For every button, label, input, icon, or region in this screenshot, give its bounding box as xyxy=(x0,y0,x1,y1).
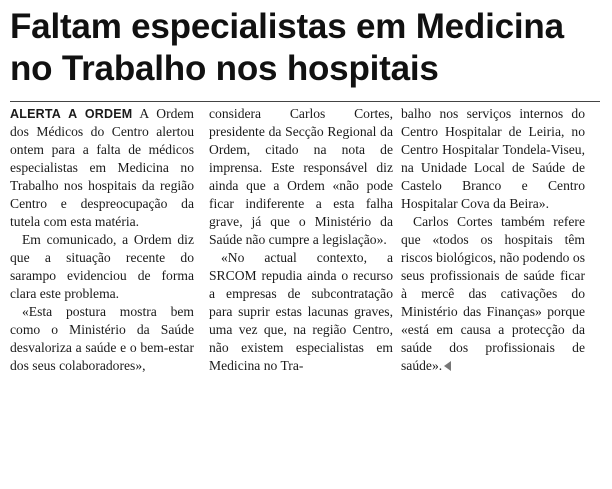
paragraph-4: «No actual contexto, a SRCOM repudia ainda o recurso a empresas de subcontratação para suprir estas lacunas graves, uma vez que, na região Centro, não existem especialistas em Medicina no Tra- xyxy=(209,250,393,373)
headline-divider xyxy=(10,101,600,102)
paragraph-5 xyxy=(401,213,585,375)
paragraph-3: «Esta postura mostra bem como o Ministério da Saúde desvaloriza a saúde e o bem-estar dos seus colaboradores», xyxy=(10,304,194,373)
headline xyxy=(10,6,600,90)
article-column-3 xyxy=(401,105,585,375)
paragraph-4-continued: balho nos serviços internos do Centro Hospitalar de Leiria, no Centro Hospitalar Tondela-Viseu, na Unidade Local de Saúde de Castelo Branco e Centro Hospitalar Cova da Beira». xyxy=(401,106,585,211)
end-of-article-icon xyxy=(444,361,451,371)
headline-line-1: Faltam especialistas em Medicina xyxy=(10,7,564,46)
paragraph-1 xyxy=(10,105,194,231)
article-column-1 xyxy=(10,105,194,375)
paragraph-3-continued: considera Carlos Cortes, presidente da Secção Regional da Ordem, citado na nota de imprensa. Este responsável diz ainda que a Ordem «não pode ficar indiferente a esta falha grave, já que o Ministério da Saúde não cumpre a legislação». xyxy=(209,106,393,247)
paragraph-2: Em comunicado, a Ordem diz que a situação recente do sarampo evidenciou de forma clara este problema. xyxy=(10,232,194,301)
headline-line-2: no Trabalho nos hospitais xyxy=(10,49,439,88)
paragraph-1-text: A Ordem dos Médicos do Centro alertou ontem para a falta de médicos especialistas em Medicina no Trabalho nos hospitais da região Centro e despreocupação da tutela com esta matéria. xyxy=(10,106,194,229)
kicker: ALERTA A ORDEM xyxy=(10,107,133,121)
paragraph-5-text: Carlos Cortes também refere que «todos os hospitais têm riscos biológicos, não podendo os seus profissionais de saúde ficar à mercê das cativações do Ministério das Finanças» porque «está em causa a protecção da saúde dos profissionais de saúde». xyxy=(401,214,585,373)
article-column-2 xyxy=(209,105,393,375)
